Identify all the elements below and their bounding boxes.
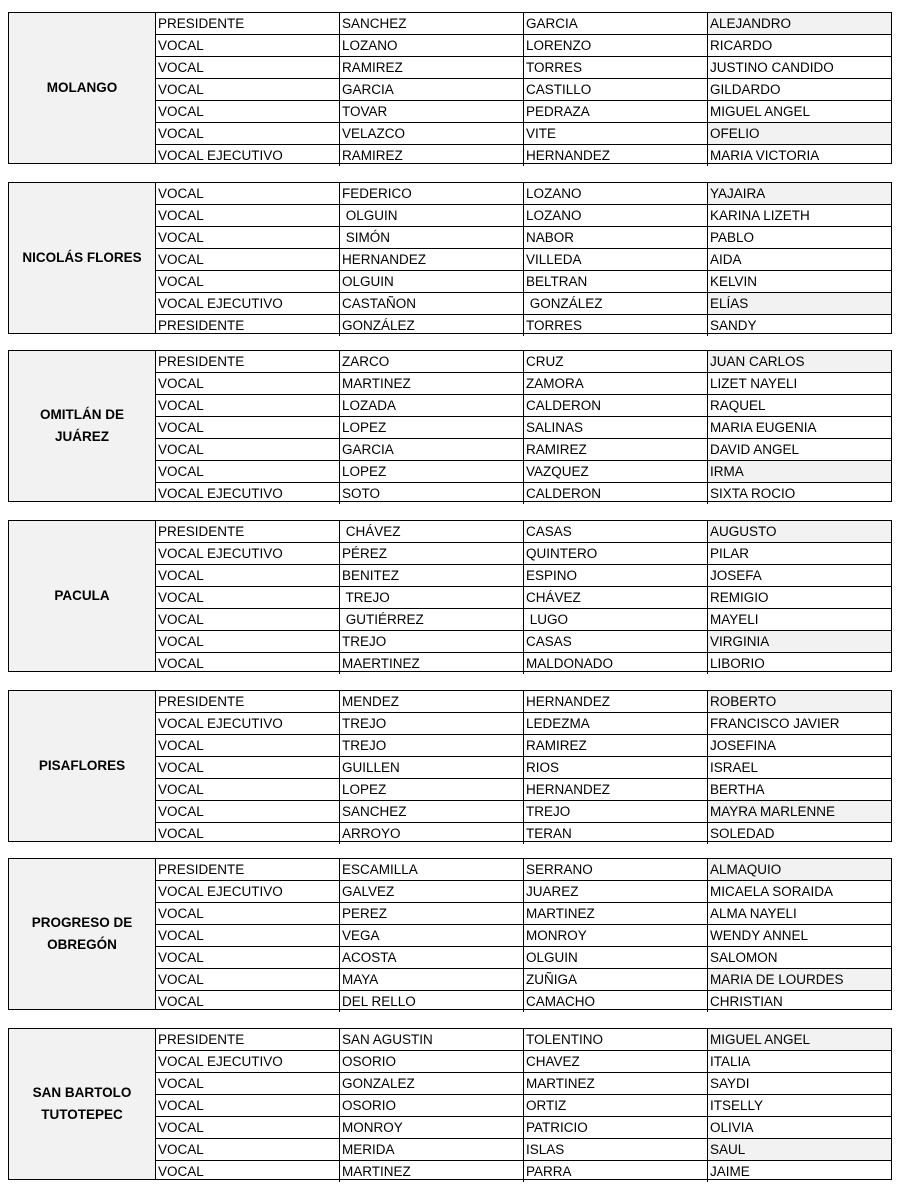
table-row [156,79,891,101]
municipio-block [8,690,892,842]
table-row [156,183,891,205]
table-row [156,293,891,315]
cargo-cell: VOCAL [156,57,340,78]
nombre-cell: SANDY [710,318,757,333]
cargo-cell: VOCAL [156,903,340,924]
apellido-paterno-cell: GONZÁLEZ [340,315,524,336]
apellido-materno-cell: PARRA [524,1161,708,1182]
nombre-cell: MARIA VICTORIA [710,148,820,163]
member-rows [156,691,891,841]
apellido-paterno-cell: OLGUIN [340,271,524,292]
table-row [156,101,891,123]
cargo-cell: PRESIDENTE [156,859,340,880]
table-row [156,249,891,271]
apellido-materno-cell: LUGO [524,609,708,630]
apellido-materno-cell: CHÁVEZ [524,587,708,608]
apellido-materno-cell: VITE [524,123,708,144]
cargo-cell: VOCAL [156,271,340,292]
nombre-cell: MARIA DE LOURDES [708,969,891,990]
apellido-materno-cell: PEDRAZA [524,101,708,122]
nombre-cell: RICARDO [710,38,773,53]
apellido-materno-cell: CALDERON [524,395,708,416]
nombre-cell: JAIME [710,1164,750,1179]
municipio-name: SAN BARTOLO TUTOTEPEC [9,1029,156,1179]
municipio-block [8,350,892,502]
member-rows [156,351,891,501]
apellido-paterno-cell: LOPEZ [340,417,524,438]
apellido-materno-cell: RAMIREZ [524,439,708,460]
municipio-block [8,1028,892,1180]
apellido-materno-cell: NABOR [524,227,708,248]
table-row [156,439,891,461]
nombre-cell: MIGUEL ANGEL [710,104,811,119]
member-rows [156,521,891,671]
nombre-cell: PILAR [710,546,750,561]
cargo-cell: PRESIDENTE [156,521,340,542]
nombre-cell: ALMA NAYELI [710,906,797,921]
table-row [156,461,891,483]
apellido-materno-cell: TERAN [524,823,708,844]
cargo-cell: VOCAL [156,757,340,778]
cargo-cell: VOCAL [156,653,340,674]
apellido-paterno-cell: TREJO [340,735,524,756]
apellido-paterno-cell: ZARCO [340,351,524,372]
municipio-name: MOLANGO [9,13,156,163]
table-row [156,13,891,35]
cargo-cell: VOCAL [156,609,340,630]
table-row [156,903,891,925]
nombre-cell: GILDARDO [710,82,781,97]
member-rows [156,1029,891,1179]
table-row [156,351,891,373]
nombre-cell: IRMA [708,461,891,482]
table-row [156,1029,891,1051]
cargo-cell: VOCAL [156,35,340,56]
nombre-cell: MICAELA SORAIDA [710,884,834,899]
apellido-paterno-cell: RAMIREZ [340,57,524,78]
municipio-block [8,182,892,334]
table-row [156,713,891,735]
apellido-materno-cell: LOZANO [524,183,708,204]
table-row [156,801,891,823]
table-row [156,227,891,249]
apellido-paterno-cell: PEREZ [340,903,524,924]
cargo-cell: VOCAL [156,417,340,438]
cargo-cell: VOCAL EJECUTIVO [156,1051,340,1072]
table-row [156,881,891,903]
table-row [156,1117,891,1139]
table-row [156,1139,891,1161]
apellido-paterno-cell: MENDEZ [340,691,524,712]
table-row [156,779,891,801]
apellido-materno-cell: ISLAS [524,1139,708,1160]
cargo-cell: VOCAL EJECUTIVO [156,881,340,902]
municipio-name: OMITLÁN DE JUÁREZ [9,351,156,501]
cargo-cell: VOCAL [156,735,340,756]
municipio-block [8,520,892,672]
nombre-cell: JUAN CARLOS [708,351,891,372]
table-row [156,969,891,991]
table-row [156,991,891,1012]
apellido-paterno-cell: ARROYO [340,823,524,844]
cargo-cell: VOCAL [156,969,340,990]
apellido-paterno-cell: SAN AGUSTIN [340,1029,524,1050]
table-row [156,1095,891,1117]
apellido-paterno-cell: TREJO [340,631,524,652]
cargo-cell: VOCAL [156,801,340,822]
apellido-paterno-cell: GUILLEN [340,757,524,778]
apellido-paterno-cell: MERIDA [340,1139,524,1160]
apellido-paterno-cell: MAYA [340,969,524,990]
apellido-materno-cell: LORENZO [524,35,708,56]
nombre-cell: SALOMON [710,950,778,965]
apellido-paterno-cell: MARTINEZ [340,373,524,394]
nombre-cell: OLIVIA [710,1120,754,1135]
nombre-cell: ALMAQUIO [708,859,891,880]
apellido-paterno-cell: BENITEZ [340,565,524,586]
table-row [156,271,891,293]
apellido-materno-cell: ORTIZ [524,1095,708,1116]
apellido-paterno-cell: LOPEZ [340,779,524,800]
cargo-cell: VOCAL [156,205,340,226]
apellido-materno-cell: RAMIREZ [524,735,708,756]
cargo-cell: VOCAL [156,227,340,248]
cargo-cell: VOCAL [156,1073,340,1094]
apellido-paterno-cell: CHÁVEZ [340,521,524,542]
apellido-materno-cell: BELTRAN [524,271,708,292]
nombre-cell: MARIA EUGENIA [710,420,817,435]
table-row [156,691,891,713]
table-row [156,653,891,674]
apellido-materno-cell: LOZANO [524,205,708,226]
cargo-cell: VOCAL [156,925,340,946]
nombre-cell: YAJAIRA [708,183,891,204]
apellido-materno-cell: TORRES [524,315,708,336]
apellido-materno-cell: ZUÑIGA [524,969,708,990]
municipio-name: PROGRESO DE OBREGÓN [9,859,156,1009]
table-row [156,609,891,631]
nombre-cell: ITALIA [710,1054,751,1069]
table-row [156,587,891,609]
apellido-materno-cell: HERNANDEZ [524,145,708,166]
cargo-cell: VOCAL [156,79,340,100]
apellido-materno-cell: LEDEZMA [524,713,708,734]
municipio-block [8,12,892,164]
apellido-materno-cell: HERNANDEZ [524,691,708,712]
nombre-cell: DAVID ANGEL [710,442,800,457]
cargo-cell: VOCAL [156,1117,340,1138]
cargo-cell: VOCAL [156,249,340,270]
apellido-materno-cell: MALDONADO [524,653,708,674]
nombre-cell: AIDA [710,252,742,267]
cargo-cell: VOCAL [156,823,340,844]
apellido-materno-cell: TOLENTINO [524,1029,708,1050]
apellido-materno-cell: ZAMORA [524,373,708,394]
apellido-materno-cell: MONROY [524,925,708,946]
cargo-cell: VOCAL [156,1139,340,1160]
apellido-paterno-cell: SOTO [340,483,524,504]
municipio-block [8,858,892,1010]
table-row [156,521,891,543]
apellido-paterno-cell: HERNANDEZ [340,249,524,270]
nombre-cell: KARINA LIZETH [710,208,810,223]
table-row [156,947,891,969]
member-rows [156,859,891,1009]
nombre-cell: SOLEDAD [710,826,775,841]
table-row [156,57,891,79]
apellido-materno-cell: CAMACHO [524,991,708,1012]
apellido-materno-cell: OLGUIN [524,947,708,968]
apellido-paterno-cell: FEDERICO [340,183,524,204]
table-row [156,757,891,779]
apellido-paterno-cell: VEGA [340,925,524,946]
apellido-materno-cell: CASAS [524,521,708,542]
apellido-paterno-cell: OLGUIN [340,205,524,226]
apellido-paterno-cell: ACOSTA [340,947,524,968]
table-row [156,1051,891,1073]
cargo-cell: VOCAL [156,101,340,122]
apellido-paterno-cell: TREJO [340,713,524,734]
nombre-cell: SIXTA ROCIO [710,486,796,501]
apellido-paterno-cell: MAERTINEZ [340,653,524,674]
table-row [156,823,891,844]
apellido-materno-cell: MARTINEZ [524,1073,708,1094]
cargo-cell: PRESIDENTE [156,1029,340,1050]
cargo-cell: VOCAL EJECUTIVO [156,713,340,734]
nombre-cell: ELÍAS [708,293,891,314]
nombre-cell: AUGUSTO [708,521,891,542]
apellido-paterno-cell: SANCHEZ [340,801,524,822]
nombre-cell: ITSELLY [710,1098,764,1113]
nombre-cell: ROBERTO [708,691,891,712]
nombre-cell: RAQUEL [710,398,766,413]
cargo-cell: VOCAL EJECUTIVO [156,483,340,504]
apellido-paterno-cell: DEL RELLO [340,991,524,1012]
apellido-materno-cell: SERRANO [524,859,708,880]
nombre-cell: REMIGIO [710,590,769,605]
table-row [156,543,891,565]
apellido-paterno-cell: LOZANO [340,35,524,56]
apellido-paterno-cell: GARCIA [340,439,524,460]
apellido-materno-cell: ESPINO [524,565,708,586]
cargo-cell: PRESIDENTE [156,315,340,336]
apellido-paterno-cell: SIMÓN [340,227,524,248]
apellido-paterno-cell: GONZALEZ [340,1073,524,1094]
apellido-materno-cell: CALDERON [524,483,708,504]
apellido-paterno-cell: MARTINEZ [340,1161,524,1182]
apellido-paterno-cell: TOVAR [340,101,524,122]
member-rows [156,13,891,163]
cargo-cell: VOCAL [156,1161,340,1182]
apellido-materno-cell: CHAVEZ [524,1051,708,1072]
cargo-cell: PRESIDENTE [156,691,340,712]
apellido-paterno-cell: GALVEZ [340,881,524,902]
apellido-paterno-cell: CASTAÑON [340,293,524,314]
table-row [156,145,891,166]
nombre-cell: JUSTINO CANDIDO [710,60,834,75]
table-row [156,373,891,395]
municipio-name: NICOLÁS FLORES [9,183,156,333]
apellido-paterno-cell: GARCIA [340,79,524,100]
cargo-cell: VOCAL [156,373,340,394]
apellido-paterno-cell: MONROY [340,1117,524,1138]
nombre-cell: PABLO [710,230,755,245]
apellido-paterno-cell: GUTIÉRREZ [340,609,524,630]
apellido-materno-cell: CASTILLO [524,79,708,100]
cargo-cell: VOCAL EJECUTIVO [156,543,340,564]
cargo-cell: VOCAL [156,183,340,204]
cargo-cell: VOCAL [156,1095,340,1116]
cargo-cell: VOCAL [156,631,340,652]
nombre-cell: MIGUEL ANGEL [708,1029,891,1050]
municipio-name: PISAFLORES [9,691,156,841]
cargo-cell: VOCAL [156,461,340,482]
apellido-paterno-cell: LOPEZ [340,461,524,482]
table-row [156,565,891,587]
nombre-cell: ISRAEL [710,760,759,775]
apellido-paterno-cell: OSORIO [340,1051,524,1072]
nombre-cell: JOSEFA [710,568,762,583]
apellido-paterno-cell: PÉREZ [340,543,524,564]
apellido-materno-cell: GONZÁLEZ [524,293,708,314]
cargo-cell: VOCAL [156,779,340,800]
table-row [156,631,891,653]
apellido-materno-cell: VAZQUEZ [524,461,708,482]
cargo-cell: VOCAL [156,587,340,608]
nombre-cell: LIBORIO [710,656,765,671]
municipio-name: PACULA [9,521,156,671]
apellido-paterno-cell: RAMIREZ [340,145,524,166]
cargo-cell: VOCAL EJECUTIVO [156,145,340,166]
apellido-materno-cell: MARTINEZ [524,903,708,924]
table-row [156,859,891,881]
table-row [156,925,891,947]
apellido-paterno-cell: OSORIO [340,1095,524,1116]
apellido-materno-cell: CRUZ [524,351,708,372]
table-row [156,315,891,336]
table-row [156,395,891,417]
table-row [156,483,891,504]
apellido-paterno-cell: ESCAMILLA [340,859,524,880]
cargo-cell: VOCAL EJECUTIVO [156,293,340,314]
cargo-cell: VOCAL [156,395,340,416]
apellido-paterno-cell: LOZADA [340,395,524,416]
member-rows [156,183,891,333]
cargo-cell: VOCAL [156,439,340,460]
table-row [156,35,891,57]
table-row [156,1161,891,1182]
table-row [156,205,891,227]
apellido-materno-cell: TORRES [524,57,708,78]
apellido-materno-cell: RIOS [524,757,708,778]
nombre-cell: MAYRA MARLENNE [708,801,891,822]
nombre-cell: LIZET NAYELI [710,376,798,391]
apellido-paterno-cell: SANCHEZ [340,13,524,34]
cargo-cell: PRESIDENTE [156,351,340,372]
nombre-cell: OFELIO [708,123,891,144]
apellido-paterno-cell: TREJO [340,587,524,608]
apellido-paterno-cell: VELAZCO [340,123,524,144]
table-row [156,417,891,439]
nombre-cell: FRANCISCO JAVIER [710,716,840,731]
nombre-cell: BERTHA [710,782,765,797]
nombre-cell: SAYDI [710,1076,750,1091]
apellido-materno-cell: JUAREZ [524,881,708,902]
cargo-cell: VOCAL [156,991,340,1012]
table-row [156,735,891,757]
cargo-cell: VOCAL [156,123,340,144]
cargo-cell: VOCAL [156,565,340,586]
apellido-materno-cell: VILLEDA [524,249,708,270]
apellido-materno-cell: QUINTERO [524,543,708,564]
nombre-cell: JOSEFINA [710,738,777,753]
nombre-cell: CHRISTIAN [710,994,783,1009]
apellido-materno-cell: TREJO [524,801,708,822]
cargo-cell: VOCAL [156,947,340,968]
cargo-cell: PRESIDENTE [156,13,340,34]
apellido-materno-cell: GARCIA [524,13,708,34]
table-row [156,1073,891,1095]
table-row [156,123,891,145]
nombre-cell: KELVIN [710,274,758,289]
nombre-cell: MAYELI [710,612,759,627]
nombre-cell: SAUL [708,1139,891,1160]
nombre-cell: VIRGINIA [708,631,891,652]
apellido-materno-cell: CASAS [524,631,708,652]
apellido-materno-cell: HERNANDEZ [524,779,708,800]
apellido-materno-cell: PATRICIO [524,1117,708,1138]
nombre-cell: WENDY ANNEL [710,928,809,943]
apellido-materno-cell: SALINAS [524,417,708,438]
nombre-cell: ALEJANDRO [708,13,891,34]
